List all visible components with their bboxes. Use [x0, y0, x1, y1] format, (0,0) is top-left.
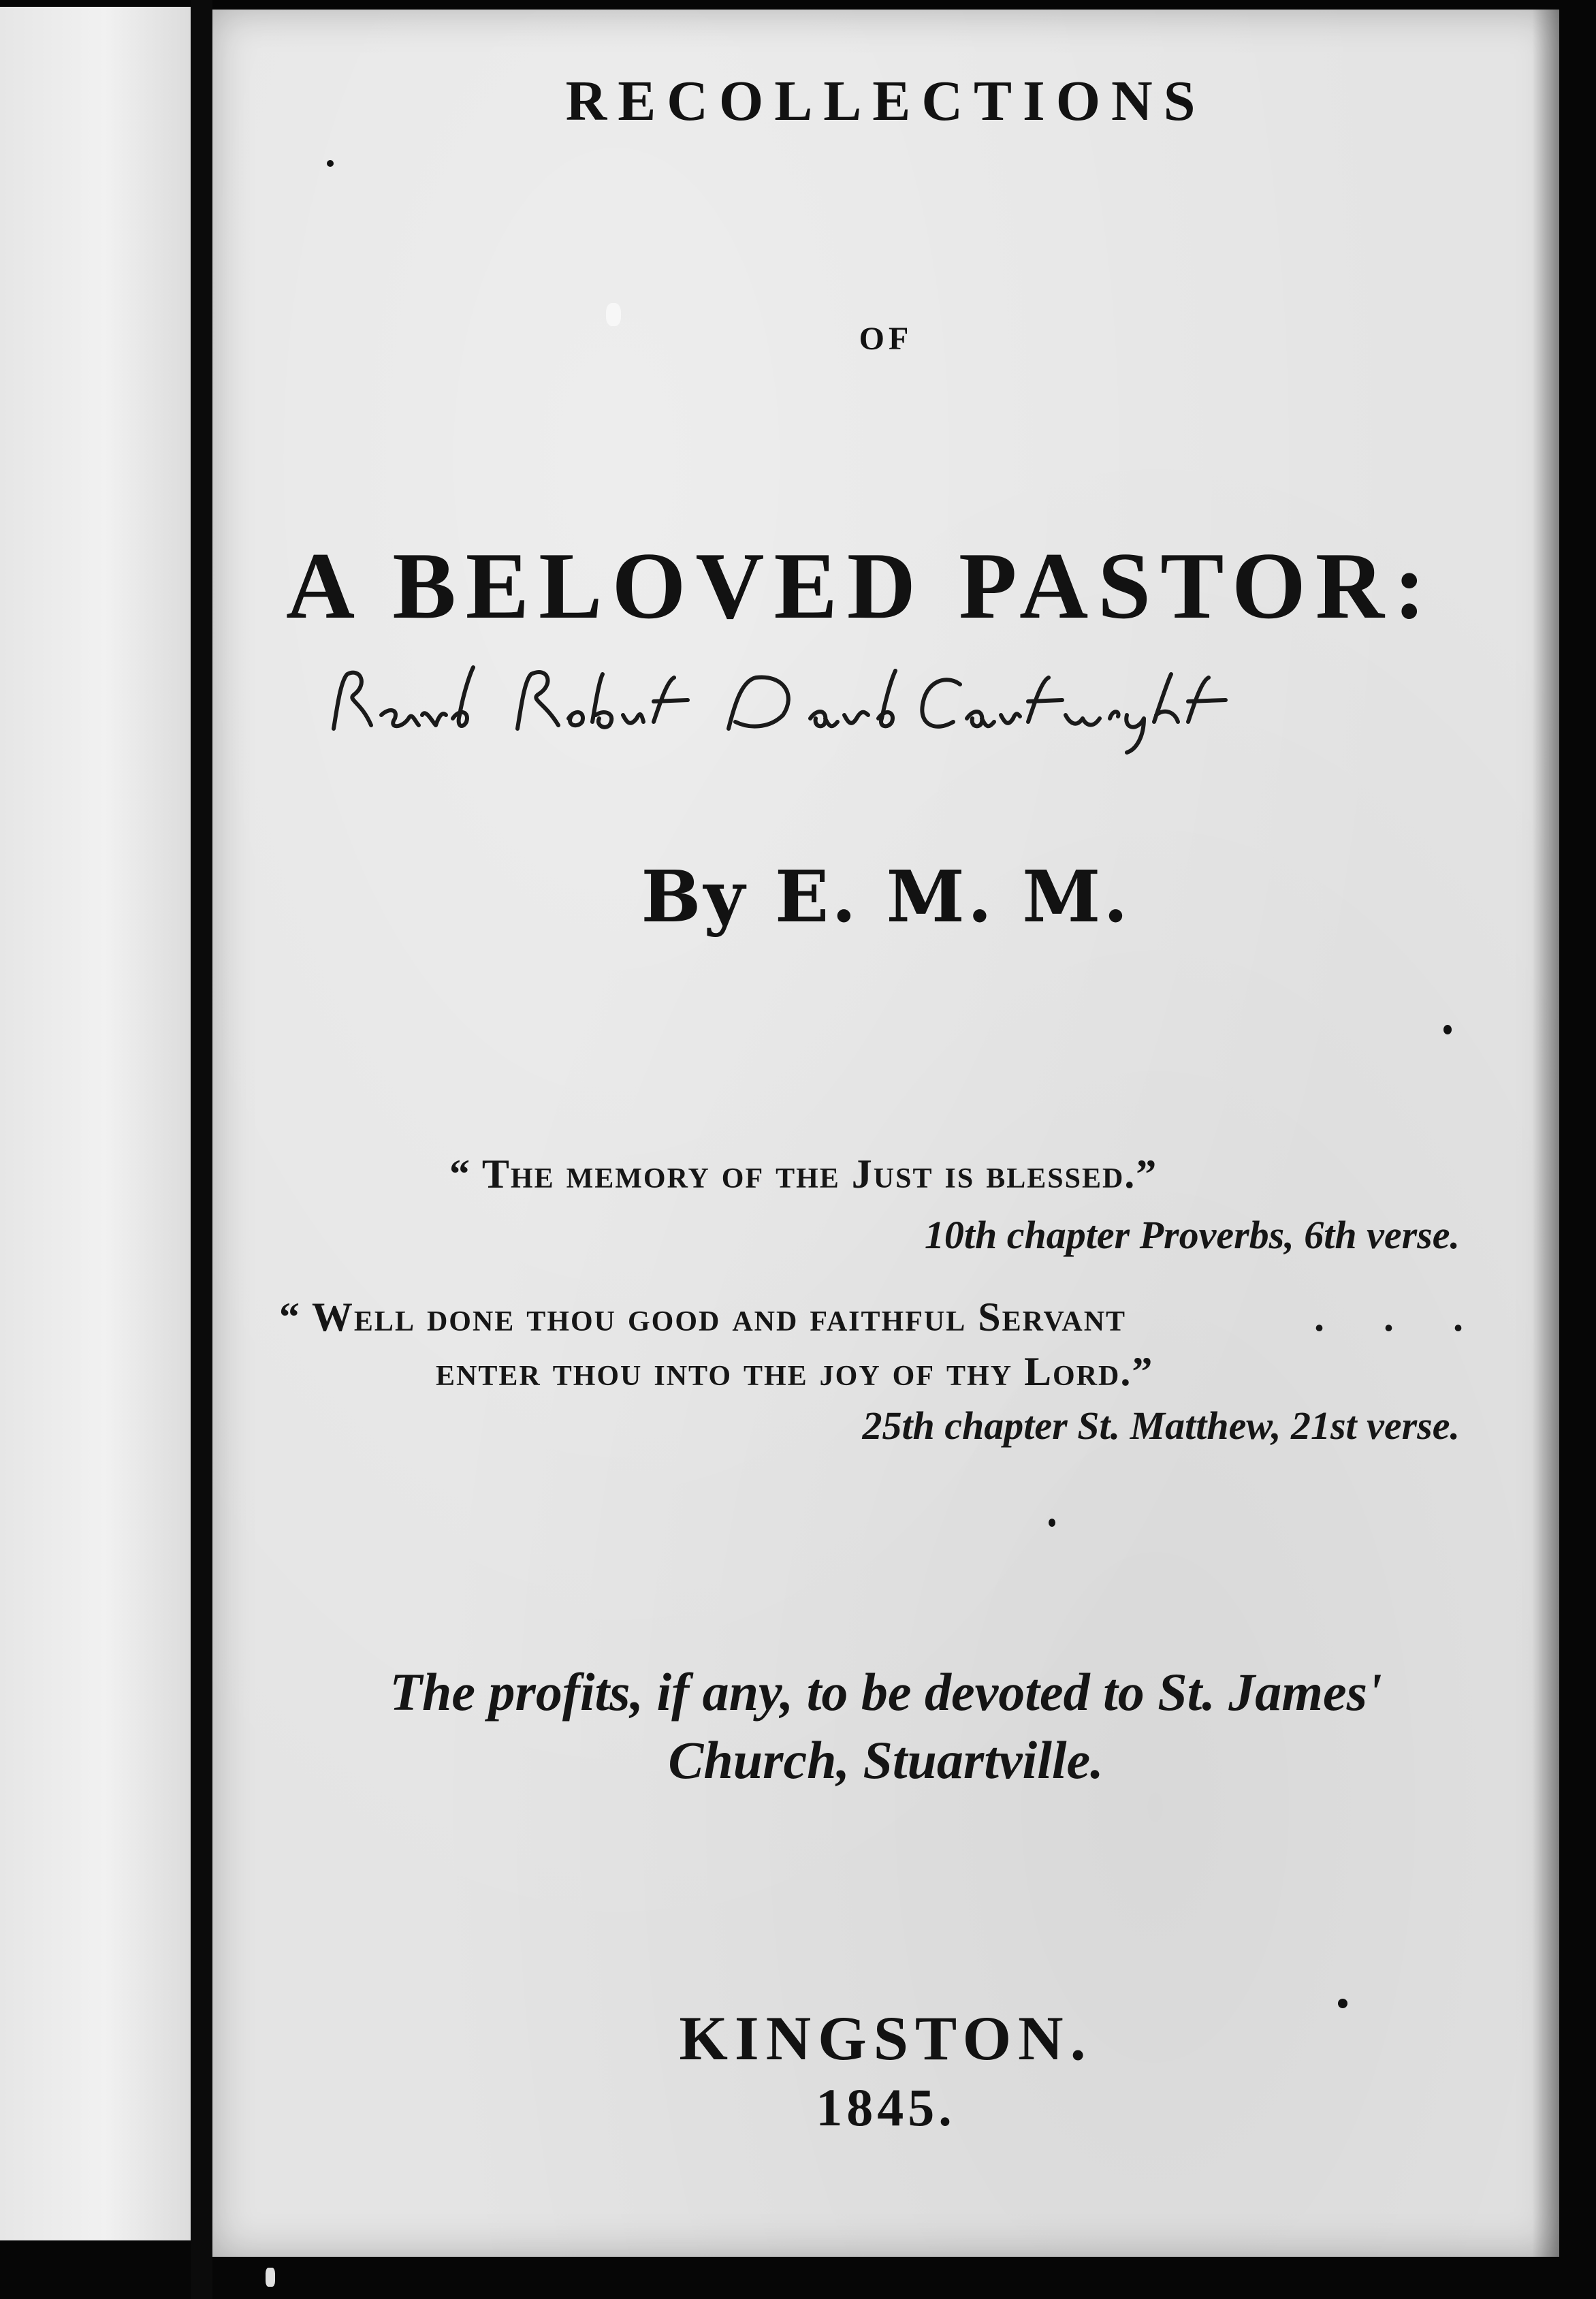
epigraph-ellipsis: . . .	[1314, 1295, 1488, 1339]
title-connector-of: OF	[859, 321, 913, 357]
author-line: By E. M. M.	[641, 855, 1131, 938]
facing-page-edge	[0, 7, 191, 2240]
ink-speck	[1443, 1025, 1452, 1034]
epigraph-quote-continued: enter thou into the joy of thy Lord.”	[436, 1349, 1154, 1394]
epigraph-citation: 25th chapter St. Matthew, 21st verse.	[862, 1404, 1460, 1448]
profits-note: The profits, if any, to be devoted to St. James'	[389, 1662, 1382, 1722]
epigraph-quote: “ Well done thou good and faithful Servant	[279, 1295, 1127, 1339]
imprint-year: 1845.	[816, 2078, 956, 2137]
ink-speck	[1049, 1519, 1055, 1527]
ink-speck	[327, 160, 334, 167]
profits-note: Church, Stuartville.	[668, 1730, 1104, 1790]
ink-speck	[266, 2268, 275, 2287]
handwritten-annotation	[320, 654, 1382, 756]
epigraph-citation: 10th chapter Proverbs, 6th verse.	[924, 1213, 1460, 1257]
epigraph-quote: “ The memory of the Just is blessed.”	[449, 1152, 1158, 1196]
main-title: A BELOVED PASTOR:	[286, 533, 1435, 639]
binding-gutter	[191, 0, 212, 2299]
imprint-place: KINGSTON.	[679, 2003, 1093, 2073]
title-heading-recollections: RECOLLECTIONS	[565, 69, 1207, 133]
